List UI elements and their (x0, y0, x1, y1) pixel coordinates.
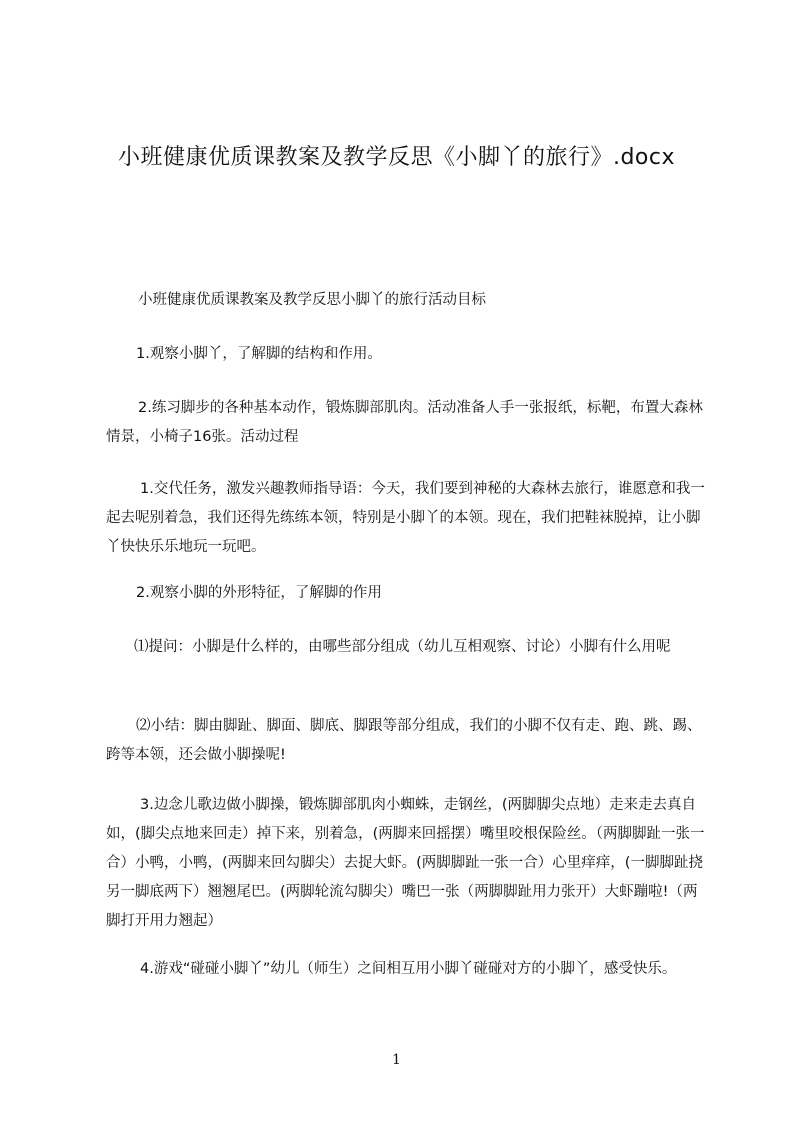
paragraph-objective-2: 2.练习脚步的各种基本动作，锻炼脚部肌肉。活动准备人手一张报纸，标靶，布置大森林情景，小椅子16张。活动过程 (106, 400, 703, 445)
paragraph-step-3: 3.边念儿歌边做小脚操，锻炼脚部肌肉小蜘蛛，走钢丝，(两脚脚尖点地）走来走去真自如，(脚尖点地来回走）掉下来，别着急，(两脚来回摇摆）嘴里咬根保险丝。（两脚脚趾一张一合）小鸭，小鸭，(两脚来回勾脚尖）去捉大虾。(两脚脚趾一张一合）心里痒痒，(一脚脚趾挠另一脚底两下）翘翘尾巴。(两脚轮流勾脚尖）嘴巴一张（两脚脚趾用力张开）大虾蹦啦!（两脚打开用力翘起） (106, 797, 705, 929)
document-title: 小班健康优质课教案及教学反思《小脚丫的旅行》.docx (117, 145, 676, 170)
paragraph-objectives-heading: 小班健康优质课教案及教学反思小脚丫的旅行活动目标 (138, 292, 486, 308)
paragraph-step-2-question: ⑴提问：小脚是什么样的，由哪些部分组成（幼儿互相观察、讨论）小脚有什么用呢 (134, 639, 671, 655)
page-number: 1 (392, 1052, 401, 1068)
paragraph-step-2-summary: ⑵小结：脚由脚趾、脚面、脚底、脚跟等部分组成，我们的小脚不仅有走、跑、跳、踢、跨等本领，还会做小脚操呢! (106, 718, 702, 763)
paragraph-step-2: 2.观察小脚的外形特征，了解脚的作用 (136, 585, 382, 601)
paragraph-step-1: 1.交代任务，激发兴趣教师指导语：今天，我们要到神秘的大森林去旅行，谁愿意和我一起去呢别着急，我们还得先练练本领，特别是小脚丫的本领。现在，我们把鞋袜脱掉，让小脚丫快快乐乐地玩一玩吧。 (106, 481, 705, 555)
paragraph-step-4: 4.游戏“碰碰小脚丫”幼儿（师生）之间相互用小脚丫碰碰对方的小脚丫，感受快乐。 (140, 961, 677, 977)
paragraph-objective-1: 1.观察小脚丫，了解脚的结构和作用。 (136, 346, 382, 362)
